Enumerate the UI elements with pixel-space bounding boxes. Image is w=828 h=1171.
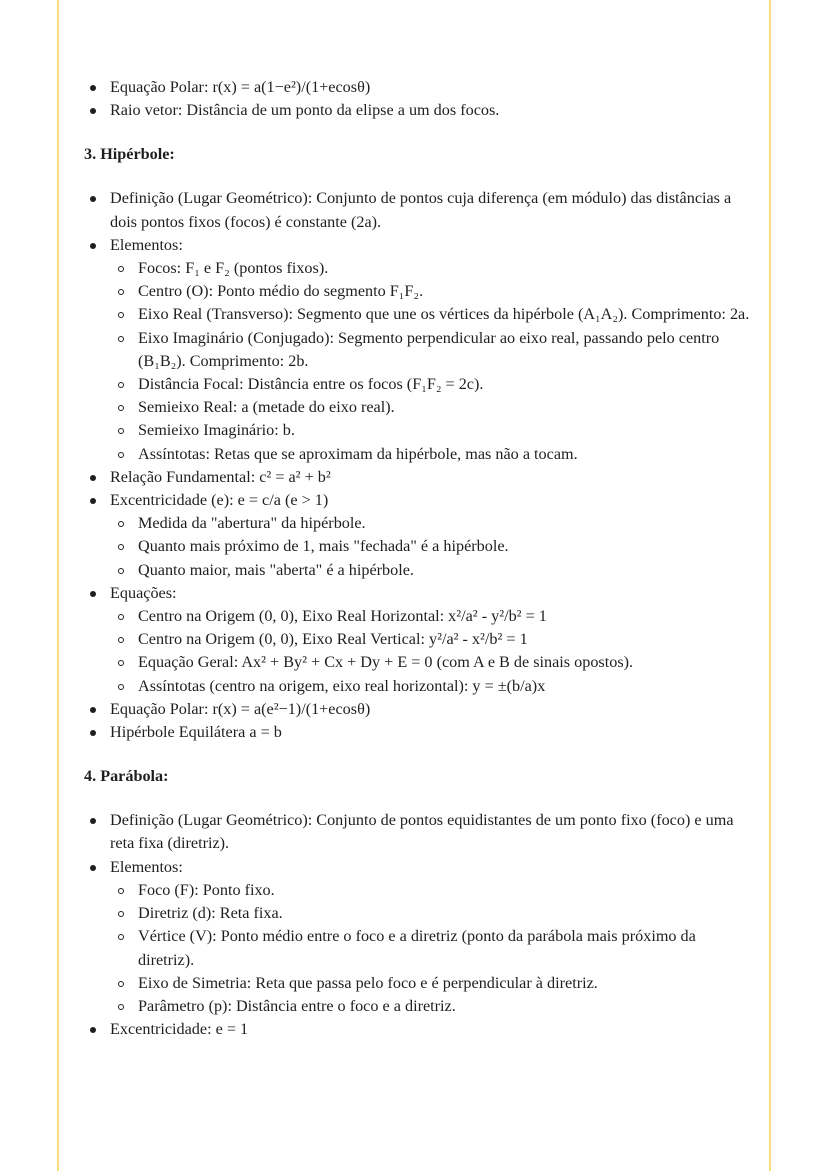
ellipse-continued-list [84,76,754,122]
excentricidade-sublist [110,512,754,582]
list-item: Semieixo Imaginário: b. [110,419,754,442]
list-item: Eixo de Simetria: Reta que passa pelo foco e é perpendicular à diretriz. [110,972,754,995]
list-item: Distância Focal: Distância entre os focos (F₁F₂ = 2c). [110,373,754,396]
page-border-right [769,0,771,1171]
elementos-sublist [110,257,754,466]
list-item: Quanto mais próximo de 1, mais "fechada" é a hipérbole. [110,535,754,558]
list-item: Hipérbole Equilátera a = b [84,721,754,744]
equacoes-label: Equações: [110,583,177,602]
page-border-left [57,0,59,1171]
list-item [84,489,754,582]
section-heading-parabola: 4. Parábola: [84,767,169,786]
document-body [84,76,754,1041]
section-heading-hiperbole: 3. Hipérbole: [84,145,175,164]
parabola-list [84,809,754,1041]
list-item: Equação Polar: r(x) = a(e²−1)/(1+ecosθ) [84,698,754,721]
list-item: Definição (Lugar Geométrico): Conjunto de pontos equidistantes de um ponto fixo (foco) e uma reta fixa (diretriz). [84,809,754,855]
list-item: Relação Fundamental: c² = a² + b² [84,466,754,489]
list-item: Centro (O): Ponto médio do segmento F₁F₂. [110,280,754,303]
list-item [84,582,754,698]
list-item [84,234,754,466]
list-item: Quanto maior, mais "aberta" é a hipérbole. [110,559,754,582]
list-item: Medida da "abertura" da hipérbole. [110,512,754,535]
elementos-label: Elementos: [110,235,183,254]
list-item: Excentricidade: e = 1 [84,1018,754,1041]
equacoes-sublist [110,605,754,698]
list-item [84,856,754,1018]
list-item: Equação Polar: r(x) = a(1−e²)/(1+ecosθ) [84,76,754,99]
excentricidade-label: Excentricidade (e): e = c/a (e > 1) [110,491,329,510]
list-item: Centro na Origem (0, 0), Eixo Real Horizontal: x²/a² - y²/b² = 1 [110,605,754,628]
list-item: Assíntotas (centro na origem, eixo real horizontal): y = ±(b/a)x [110,675,754,698]
list-item: Eixo Real (Transverso): Segmento que une os vértices da hipérbole (A₁A₂). Comprimento: 2a. [110,303,754,326]
list-item: Foco (F): Ponto fixo. [110,879,754,902]
list-item: Centro na Origem (0, 0), Eixo Real Vertical: y²/a² - x²/b² = 1 [110,628,754,651]
list-item: Equação Geral: Ax² + By² + Cx + Dy + E = 0 (com A e B de sinais opostos). [110,651,754,674]
elementos-sublist [110,879,754,1018]
list-item: Assíntotas: Retas que se aproximam da hipérbole, mas não a tocam. [110,443,754,466]
list-item: Diretriz (d): Reta fixa. [110,902,754,925]
list-item: Semieixo Real: a (metade do eixo real). [110,396,754,419]
hiperbole-list [84,187,754,744]
list-item: Raio vetor: Distância de um ponto da elipse a um dos focos. [84,99,754,122]
list-item: Definição (Lugar Geométrico): Conjunto de pontos cuja diferença (em módulo) das distâncias a dois pontos fixos (focos) é constante (2a). [84,187,754,233]
list-item: Focos: F₁ e F₂ (pontos fixos). [110,257,754,280]
list-item: Parâmetro (p): Distância entre o foco e a diretriz. [110,995,754,1018]
list-item: Eixo Imaginário (Conjugado): Segmento perpendicular ao eixo real, passando pelo centro (B₁B₂). Comprimento: 2b. [110,327,754,373]
list-item: Vértice (V): Ponto médio entre o foco e a diretriz (ponto da parábola mais próximo da diretriz). [110,925,754,971]
elementos-label: Elementos: [110,857,183,876]
